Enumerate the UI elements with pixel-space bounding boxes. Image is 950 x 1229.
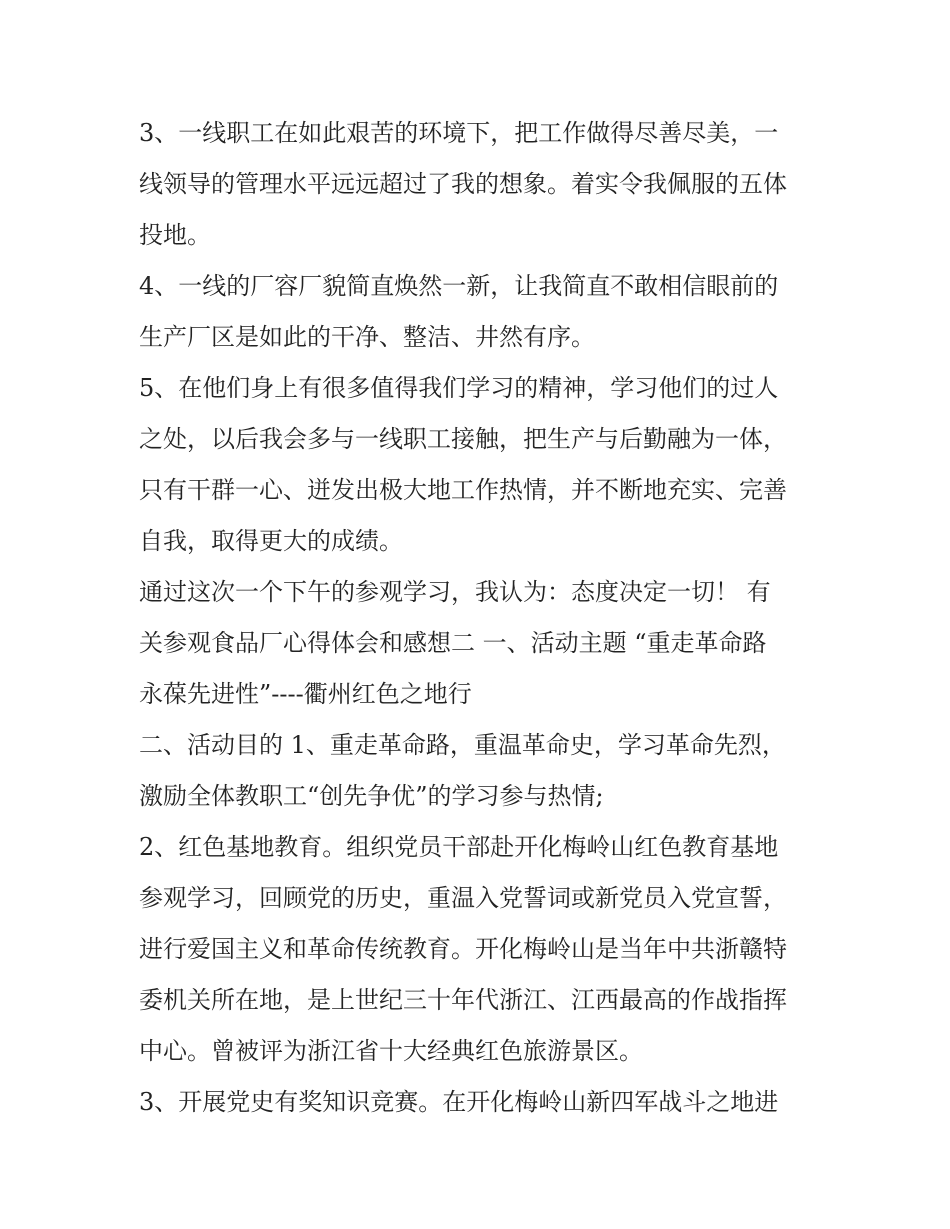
text-line: 参观学习，回顾党的历史，重温入党誓词或新党员入党宣誓， (139, 884, 787, 912)
text-line: 之处，以后我会多与一线职工接触，把生产与后勤融为一体， (139, 425, 787, 453)
text-line: 生产厂区是如此的干净、整洁、井然有序。 (139, 323, 595, 351)
text-line: 委机关所在地，是上世纪三十年代浙江、江西最高的作战指挥 (139, 986, 787, 1014)
text-line: 永葆先进性”----衢州红色之地行 (139, 680, 472, 708)
text-line: 3、一线职工在如此艰苦的环境下，把工作做得尽善尽美，一 (139, 119, 779, 147)
paragraph-4 (139, 567, 819, 720)
paragraph-6 (139, 822, 819, 1077)
text-line: 2、红色基地教育。组织党员干部赴开化梅岭山红色教育基地 (139, 833, 779, 861)
text-line: 进行爱国主义和革命传统教育。开化梅岭山是当年中共浙赣特 (139, 935, 787, 963)
text-line: 中心。曾被评为浙江省十大经典红色旅游景区。 (139, 1037, 643, 1065)
paragraph-5 (139, 720, 819, 822)
text-line: 关参观食品厂心得体会和感想二 一、活动主题 “重走革命路 (139, 629, 767, 657)
text-line: 5、在他们身上有很多值得我们学习的精神，学习他们的过人 (139, 374, 779, 402)
paragraph-7 (139, 1077, 819, 1128)
document-body (139, 108, 819, 1128)
text-line: 4、一线的厂容厂貌简直焕然一新，让我简直不敢相信眼前的 (139, 272, 779, 300)
text-line: 激励全体教职工“创先争优”的学习参与热情; (139, 782, 604, 810)
text-line: 线领导的管理水平远远超过了我的想象。着实令我佩服的五体 (139, 170, 787, 198)
text-line: 自我，取得更大的成绩。 (139, 527, 403, 555)
text-line: 3、开展党史有奖知识竞赛。在开化梅岭山新四军战斗之地进 (139, 1088, 779, 1116)
paragraph-1 (139, 108, 819, 261)
text-line: 通过这次一个下午的参观学习，我认为：态度决定一切！ 有 (139, 578, 771, 606)
text-line: 只有干群一心、迸发出极大地工作热情，并不断地充实、完善 (139, 476, 787, 504)
paragraph-3 (139, 363, 819, 567)
text-line: 二、活动目的 1、重走革命路，重温革命史，学习革命先烈， (139, 731, 786, 759)
paragraph-2 (139, 261, 819, 363)
text-line: 投地。 (139, 221, 211, 249)
